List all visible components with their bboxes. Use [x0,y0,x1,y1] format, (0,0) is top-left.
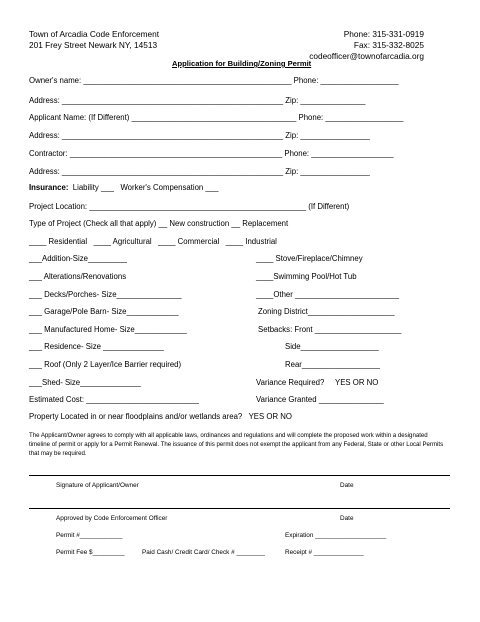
payment-method-field: Paid Cash/ Credit Card/ Check # ________ [142,549,265,556]
insurance-row [29,183,218,193]
insurance-label: Insurance: [29,183,69,192]
right-item: ____ Stove/Fireplace/Chimney [256,254,363,263]
left-item: ___ Manufactured Home- Size____________ [29,325,187,334]
expiration-field: Expiration ____________________ [285,532,387,539]
receipt-field: Receipt # ______________ [285,549,364,556]
setbacks-front-field: Setbacks: Front ____________________ [258,325,402,334]
signature-label: Signature of Applicant/Owner [56,482,139,489]
approved-date-label: Date [340,515,354,522]
estimated-cost-field: Estimated Cost: __________________________ [29,395,199,404]
variance-granted-field: Variance Granted _______________ [256,395,384,404]
left-item: ___Shed- Size______________ [29,378,141,387]
left-item: ___ Roof (Only 2 Layer/Ice Barrier required) [29,360,182,369]
approval-line [29,508,450,509]
form-title: Application for Building/Zoning Permit [172,59,312,68]
right-item: ____Other ________________________ [256,290,400,299]
org-address: 201 Frey Street Newark NY, 14513 [29,40,158,50]
approved-by-label: Approved by Code Enforcement Officer [56,515,168,522]
floodplain-question: Property Located in or near floodplains and/or wetlands area? YES OR NO [29,412,292,421]
left-item: ___ Alterations/Renovations [29,272,127,281]
left-item: ___ Garage/Pole Barn- Size____________ [29,307,179,316]
permit-number-field: Permit #____________ [56,532,123,539]
owner-address-field: Address: ___________________________________________________ Zip: _______________ [29,96,366,105]
org-fax: Fax: 315-332-8025 [353,40,424,50]
signature-date-label: Date [340,482,354,489]
insurance-options: Liability ___ Worker's Compensation ___ [68,183,219,192]
project-location-field: Project Location: __________________________________________________ (If Different) [29,202,350,211]
left-item: ___Addition-Size_________ [29,254,127,263]
contractor-address-field: Address: ___________________________________________________ Zip: ________________ [29,167,370,176]
owner-name-field: Owner's name: ________________________________________________ Phone: __________________ [29,76,399,85]
signature-line [29,475,450,476]
setbacks-side-field: Side__________________ [285,342,379,351]
zoning-district-field: Zoning District____________________ [258,307,395,316]
setbacks-rear-field: Rear__________________ [285,360,380,369]
org-email: codeofficer@townofarcadia.org [309,51,424,61]
permit-fee-field: Permit Fee $_________ [56,549,125,556]
project-type-field: Type of Project (Check all that apply) __ New construction __ Replacement [29,219,289,228]
agreement-text: The Applicant/Owner agrees to comply with all applicable laws, ordinances and regulations and will complete the proposed work within a designated timeline of permit or apply for a Permit Renewal. The issuance of this permit does not exempt the applicant from any Federal, State or other Local Permits that may be required. [29,432,444,458]
applicant-address-field: Address: ___________________________________________________ Zip: ________________ [29,131,370,140]
org-phone: Phone: 315-331-0919 [343,29,424,39]
contractor-field: Contractor: _________________________________________________ Phone: ___________________ [29,149,394,158]
right-item: ____Swimming Pool/Hot Tub [256,272,357,281]
left-item: ___ Decks/Porches- Size_______________ [29,290,182,299]
variance-required-field: Variance Required? YES OR NO [256,378,379,387]
left-item: ___ Residence- Size ______________ [29,342,164,351]
applicant-name-field: Applicant Name: (If Different) ______________________________________ Phone: __________________ [29,113,404,122]
org-name: Town of Arcadia Code Enforcement [29,29,160,39]
project-category-row: ____ Residential ____ Agricultural ____ Commercial ____ Industrial [29,237,277,246]
